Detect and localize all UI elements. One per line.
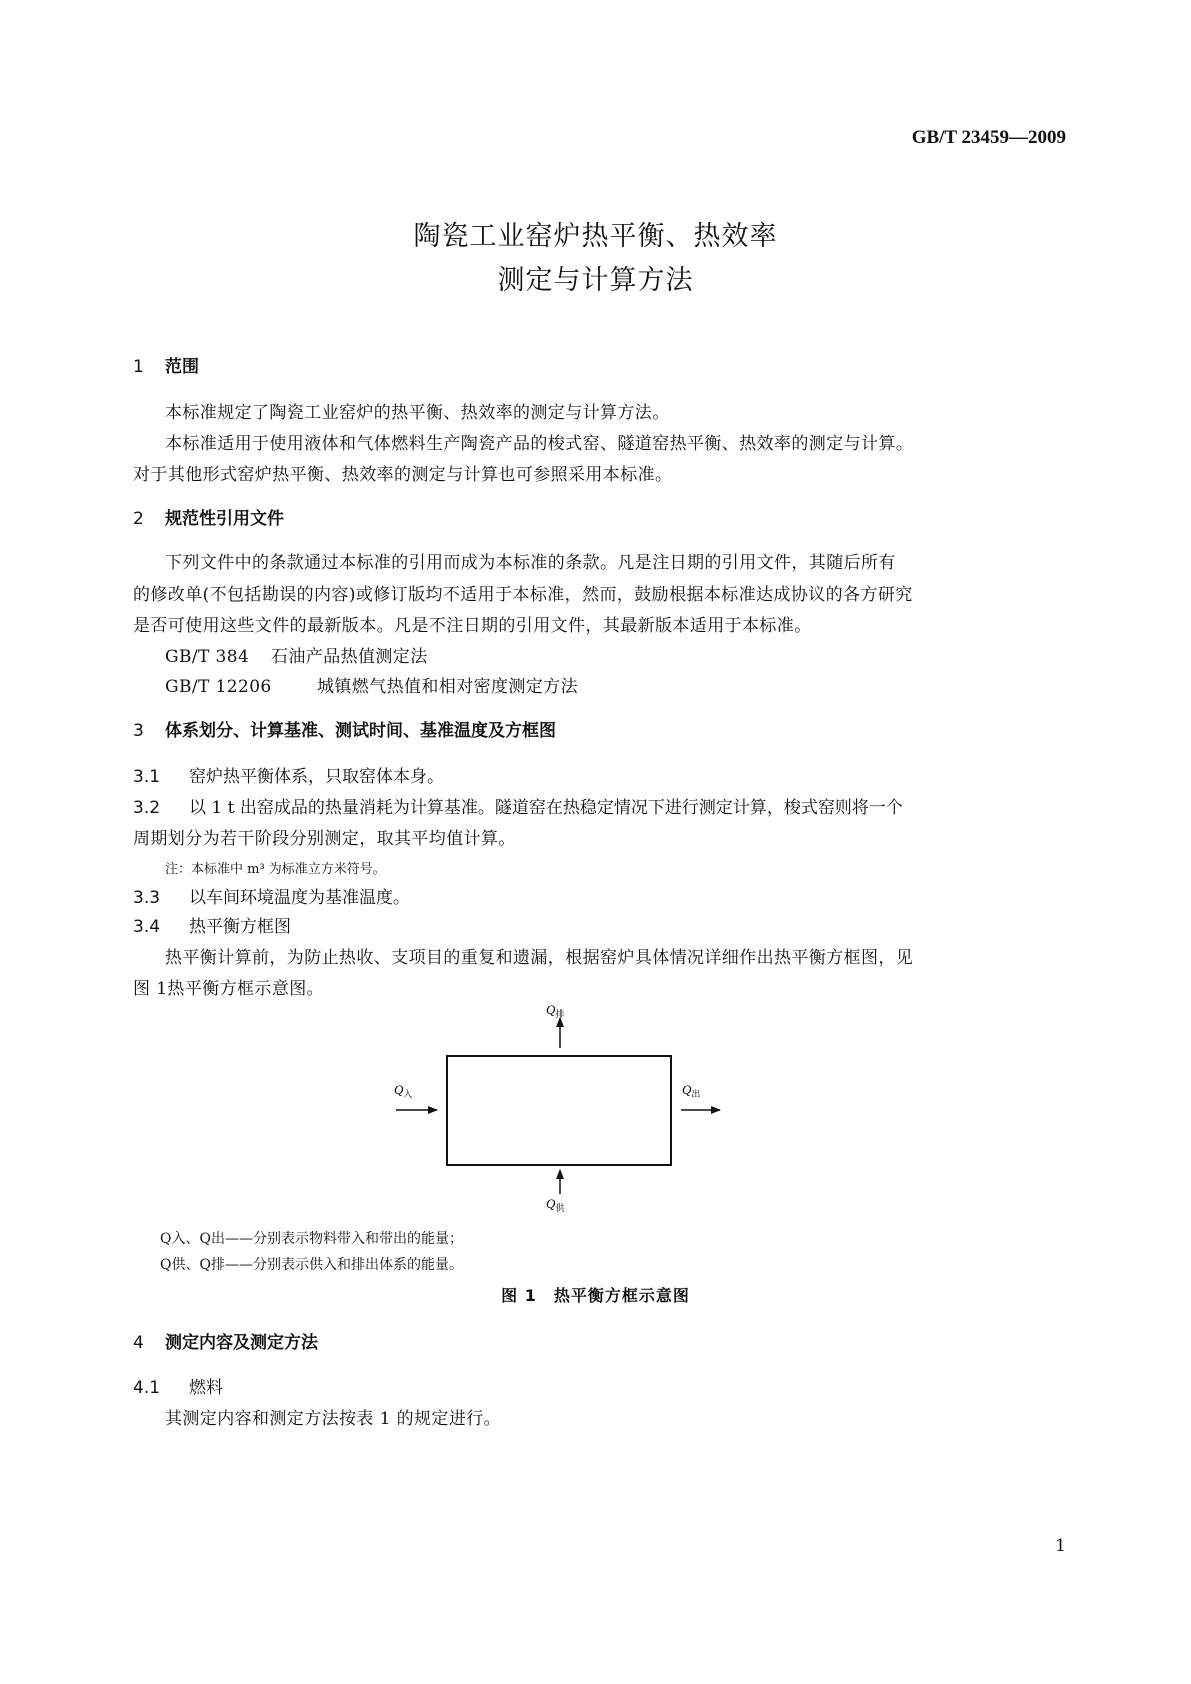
paragraph: 其测定内容和测定方法按表 1 的规定进行。: [165, 1409, 502, 1429]
document-title-line2: 测定与计算方法: [497, 265, 694, 296]
paragraph-continuation: 是否可使用这些文件的最新版本。凡是不注日期的引用文件，其最新版本适用于本标准。: [133, 616, 812, 636]
reference-code: GB/T 12206: [165, 677, 272, 697]
paragraph-continuation: 对于其他形式窑炉热平衡、热效率的测定与计算也可参照采用本标准。: [133, 465, 673, 485]
figure-legend-line: Q入、Q出——分别表示物料带入和带出的能量；: [160, 1231, 463, 1247]
paragraph-continuation: 周期划分为若干阶段分别测定，取其平均值计算。: [133, 829, 516, 849]
section-title: 体系划分、计算基准、测试时间、基准温度及方框图: [165, 721, 556, 741]
reference-item: [165, 672, 578, 697]
section-number: 4: [133, 1333, 144, 1353]
figure-caption: 图 1 热平衡方框示意图: [501, 1286, 690, 1305]
subsection-text: 以 1 t 出窑成品的热量消耗为计算基准。隧道窑在热稳定情况下进行测定计算，梭式窑则将一个: [189, 798, 903, 818]
standard-code: GB/T 23459—2009: [911, 127, 1066, 148]
page-number: 1: [1055, 1536, 1066, 1556]
section-number: 2: [133, 509, 144, 529]
section-2-heading: [133, 504, 284, 529]
subsection-text: 热平衡方框图: [189, 917, 291, 937]
reference-code: GB/T 384: [165, 647, 250, 667]
subsection-text: 窑炉热平衡体系，只取窑体本身。: [189, 767, 444, 787]
reference-title: 石油产品热值测定法: [271, 647, 428, 667]
reference-item: [165, 642, 428, 667]
section-title: 规范性引用文件: [165, 509, 284, 529]
note: 注：本标准中 m³ 为标准立方米符号。: [165, 862, 386, 877]
subsection-text: 以车间环境温度为基准温度。: [189, 888, 410, 908]
q-exhaust-label: $Q_排$: [546, 1002, 565, 1019]
q-in-label: $Q_入$: [394, 1082, 413, 1099]
subsection-3-3: [133, 883, 410, 908]
q-out-label: $Q_出$: [682, 1082, 701, 1099]
heat-balance-diagram: [380, 1002, 740, 1215]
document-title-line1: 陶瓷工业窑炉热平衡、热效率: [413, 221, 778, 252]
section-number: 3: [133, 721, 144, 741]
subsection-3-4: [133, 912, 291, 937]
section-3-heading: [133, 716, 556, 741]
subsection-3-2: [133, 793, 903, 818]
subsection-number: 3.2: [133, 798, 161, 818]
subsection-4-1: [133, 1373, 223, 1398]
subsection-number: 3.3: [133, 888, 161, 908]
paragraph-continuation: 图 1热平衡方框示意图。: [133, 979, 325, 999]
paragraph: 本标准规定了陶瓷工业窑炉的热平衡、热效率的测定与计算方法。: [165, 403, 670, 423]
section-number: 1: [133, 357, 144, 377]
subsection-number: 3.1: [133, 767, 161, 787]
section-title: 范围: [165, 357, 199, 377]
section-1-heading: [133, 352, 199, 377]
section-4-heading: [133, 1328, 318, 1353]
subsection-number: 3.4: [133, 917, 161, 937]
subsection-3-1: [133, 762, 444, 787]
q-supply-label: $Q_供$: [546, 1196, 565, 1213]
paragraph: 下列文件中的条款通过本标准的引用而成为本标准的条款。凡是注日期的引用文件，其随后所有: [165, 553, 896, 573]
figure-legend-line: Q供、Q排——分别表示供入和排出体系的能量。: [160, 1257, 463, 1273]
paragraph: 热平衡计算前，为防止热收、支项目的重复和遗漏，根据窑炉具体情况详细作出热平衡方框图，见: [165, 948, 914, 968]
paragraph-continuation: 的修改单(不包括勘误的内容)或修订版均不适用于本标准，然而，鼓励根据本标准达成协议的各方研究: [133, 585, 913, 605]
paragraph: 本标准适用于使用液体和气体燃料生产陶瓷产品的梭式窑、隧道窑热平衡、热效率的测定与计算。: [165, 434, 914, 454]
subsection-text: 燃料: [189, 1378, 223, 1398]
section-title: 测定内容及测定方法: [165, 1333, 318, 1353]
reference-title: 城镇燃气热值和相对密度测定方法: [317, 677, 578, 697]
subsection-number: 4.1: [133, 1378, 161, 1398]
kiln-system-box: [447, 1056, 671, 1165]
